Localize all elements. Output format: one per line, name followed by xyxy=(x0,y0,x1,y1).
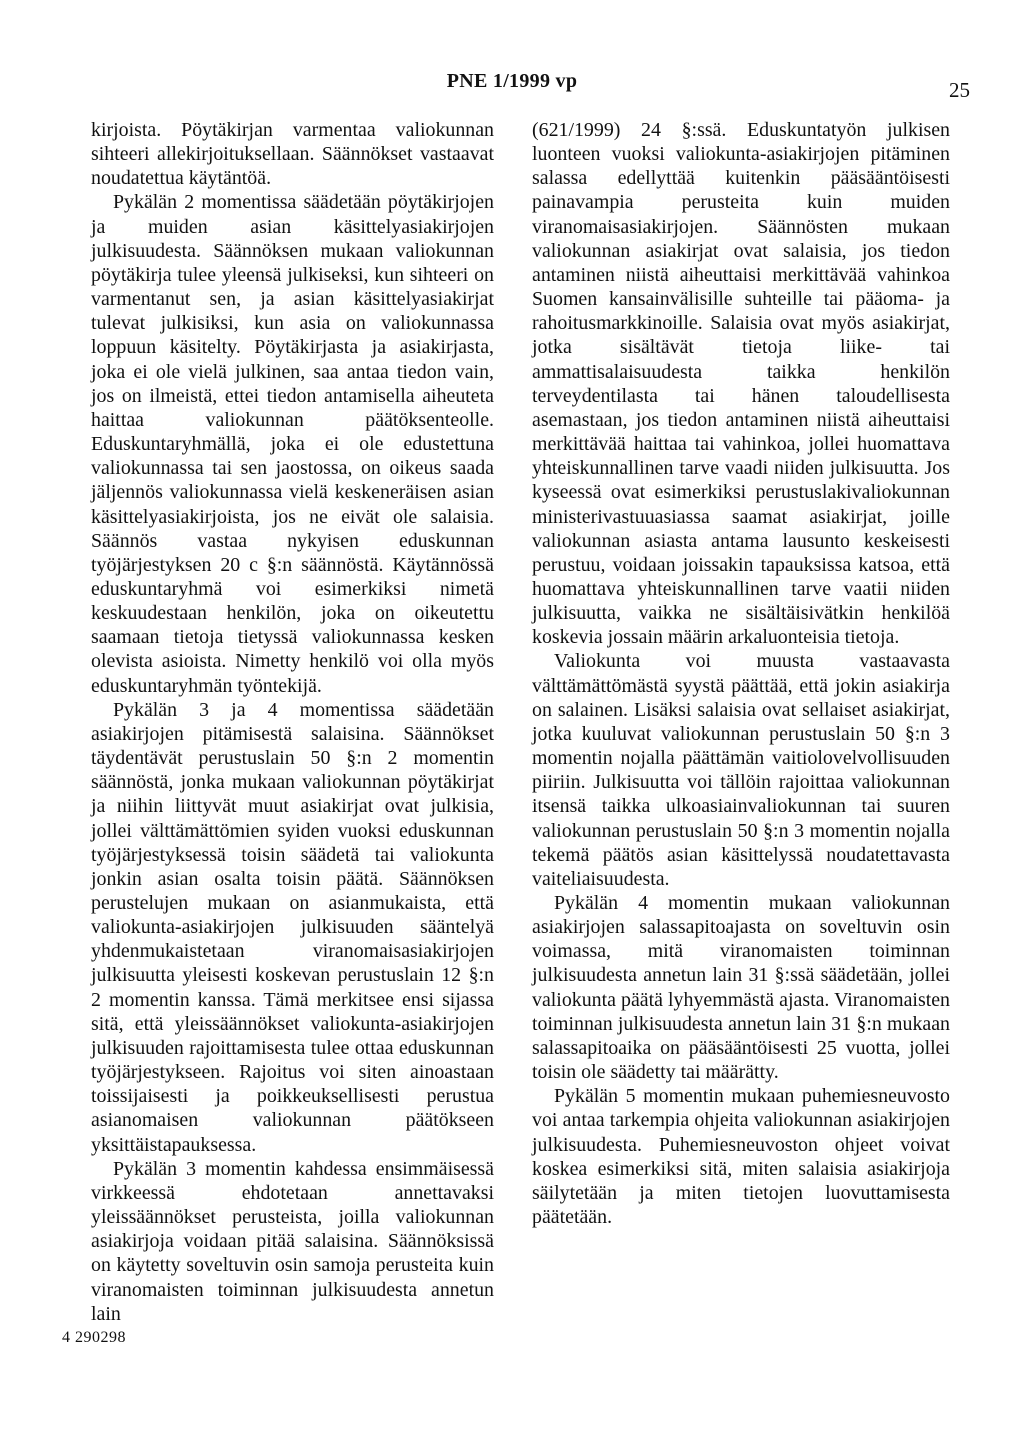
running-title: PNE 1/1999 vp xyxy=(446,70,578,92)
paragraph: Pykälän 2 momentissa säädetään pöytäkirjojen ja muiden asian käsittelyasiakirjojen julkisuudesta. Säännöksen mukaan valiokunnan pöytäkirja tulee yleensä julkiseksi, kun sihteeri on varmentanut sen, ja asian käsittelyasiakirjat tulevat julkisiksi, kun asia on valiokunnassa loppuun käsitelty. Pöytäkirjasta ja asiakirjasta, joka ei ole vielä julkinen, saa antaa tiedon vain, jos on ilmeistä, ettei tiedon antamisella aiheuteta haittaa valiokunnan päätöksenteolle. Eduskuntaryhmällä, joka ei ole edustettuna valiokunnassa tai sen jaostossa, on oikeus saada jäljennös valiokunnassa vielä keskeneräisen asian käsittelyasiakirjoista, jos ne eivät ole salaisia. Säännös vastaa nykyisen eduskunnan työjärjestyksen 20 c §:n säännöstä. Käytännössä eduskuntaryhmä voi esimerkiksi nimetä keskuudestaan henkilön, joka on oikeutettu saamaan tietoja tietyssä valiokunnassa kesken olevista asioista. Nimetty henkilö voi olla myös eduskuntaryhmän työntekijä. xyxy=(91,191,494,697)
paragraph: Valiokunta voi muusta vastaavasta välttämättömästä syystä päättää, että jokin asiakirja on salainen. Lisäksi salaisia ovat sellaiset asiakirjat, jotka kuuluvat valiokunnan perustuslain 50 §:n 3 momentin nojalla päättämän vaitiolovelvollisuuden piiriin. Julkisuutta voi tällöin rajoittaa valiokunnan itsensä taikka ulkoasiainvaliokunnan tai suuren valiokunnan perustuslain 50 §:n 3 momentin nojalla tekemä päätös asian käsittelyssä noudatettavasta vaiteliaisuudesta. xyxy=(532,650,950,890)
paragraph: Pykälän 5 momentin mukaan puhemiesneuvosto voi antaa tarkempia ohjeita valiokunnan asiakirjojen julkisuudesta. Puhemiesneuvoston ohjeet voivat koskea esimerkiksi sitä, miten salaisia asiakirjoja säilytetään ja miten tietojen luovuttamisesta päätetään. xyxy=(532,1085,950,1229)
right-column xyxy=(532,118,950,1229)
paragraph: Pykälän 4 momentin mukaan valiokunnan asiakirjojen salassapitoajasta on soveltuvin osin voimassa, mitä viranomaisten toiminnan julkisuudesta annetun lain 31 §:ssä säädetään, jollei valiokunta päätä lyhyemmästä ajasta. Viranomaisten toiminnan julkisuudesta annetun lain 31 §:n mukaan salassapitoaika on pääsääntöisesti 25 vuotta, jollei toisin ole säädetty tai määrätty. xyxy=(532,892,950,1084)
paragraph: (621/1999) 24 §:ssä. Eduskuntatyön julkisen luonteen vuoksi valiokunta-asiakirjojen pitäminen salassa edellyttää kuitenkin pääsääntöisesti painavampia perusteita kuin muiden viranomaisasiakirjojen. Säännösten mukaan valiokunnan asiakirjat ovat salaisia, jos tiedon antaminen niistä aiheuttaisi merkittävää vahinkoa Suomen kansainvälisille suhteille tai pääoma- ja rahoitusmarkkinoille. Salaisia ovat myös asiakirjat, jotka sisältävät tietoja liike- tai ammattisalaisuudesta taikka henkilön terveydentilasta tai hänen taloudellisesta asemastaan, jos tiedon antaminen niistä aiheuttaisi merkittävää haittaa tai vahinkoa, jollei huomattava yhteiskunnallinen tarve vaadi niiden julkisuutta. Jos kyseessä ovat esimerkiksi perustuslakivaliokunnan ministerivastuuasiassa saamat asiakirjat, joille valiokunnan asiasta antama lausunto keskeisesti perustuu, voidaan joissakin tapauksissa katsoa, että huomattava yhteiskunnallinen tarve vaatii niiden julkisuutta, vaikka ne sisältäisivätkin henkilöä koskevia jossain määrin arkaluonteisia tietoja. xyxy=(532,119,950,649)
page-number: 25 xyxy=(949,78,970,102)
paragraph: Pykälän 3 momentin kahdessa ensimmäisessä virkkeessä ehdotetaan annettavaksi yleissäännökset perusteista, joilla valiokunnan asiakirjoja voidaan pitää salaisina. Säännöksissä on käytetty soveltuvin osin samoja perusteita kuin viranomaisten toiminnan julkisuudesta annetun lain xyxy=(91,1157,494,1325)
sheet-code: 4 290298 xyxy=(62,1329,126,1346)
left-column xyxy=(91,118,494,1326)
paragraph: Pykälän 3 ja 4 momentissa säädetään asiakirjojen pitämisestä salaisina. Säännökset täydentävät perustuslain 50 §:n 2 momentin säännöstä, jonka mukaan valiokunnan pöytäkirjat ja niihin liittyvät muut asiakirjat ovat julkisia, jollei välttämättömien syiden vuoksi eduskunnan työjärjestyksessä toisin säädetä tai valiokunta jonkin asian osalta toisin päätä. Säännöksen perustelujen mukaan on asianmukaista, että valiokunta-asiakirjojen julkisuuden sääntelyä yhdenmukaistetaan viranomaisasiakirjojen julkisuutta yleisesti koskevan perustuslain 12 §:n 2 momentin kanssa. Tämä merkitsee ensi sijassa sitä, että yleissäännökset valiokunta-asiakirjojen julkisuuden rajoittamisesta tulee ottaa eduskunnan työjärjestykseen. Rajoitus voi siten ainoastaan toissijaisesti ja poikkeuksellisesti perustua asianomaisen valiokunnan päätökseen yksittäistapauksessa. xyxy=(91,698,494,1156)
paragraph: kirjoista. Pöytäkirjan varmentaa valiokunnan sihteeri allekirjoituksellaan. Säännökset vastaavat noudatettua käytäntöä. xyxy=(91,119,494,190)
